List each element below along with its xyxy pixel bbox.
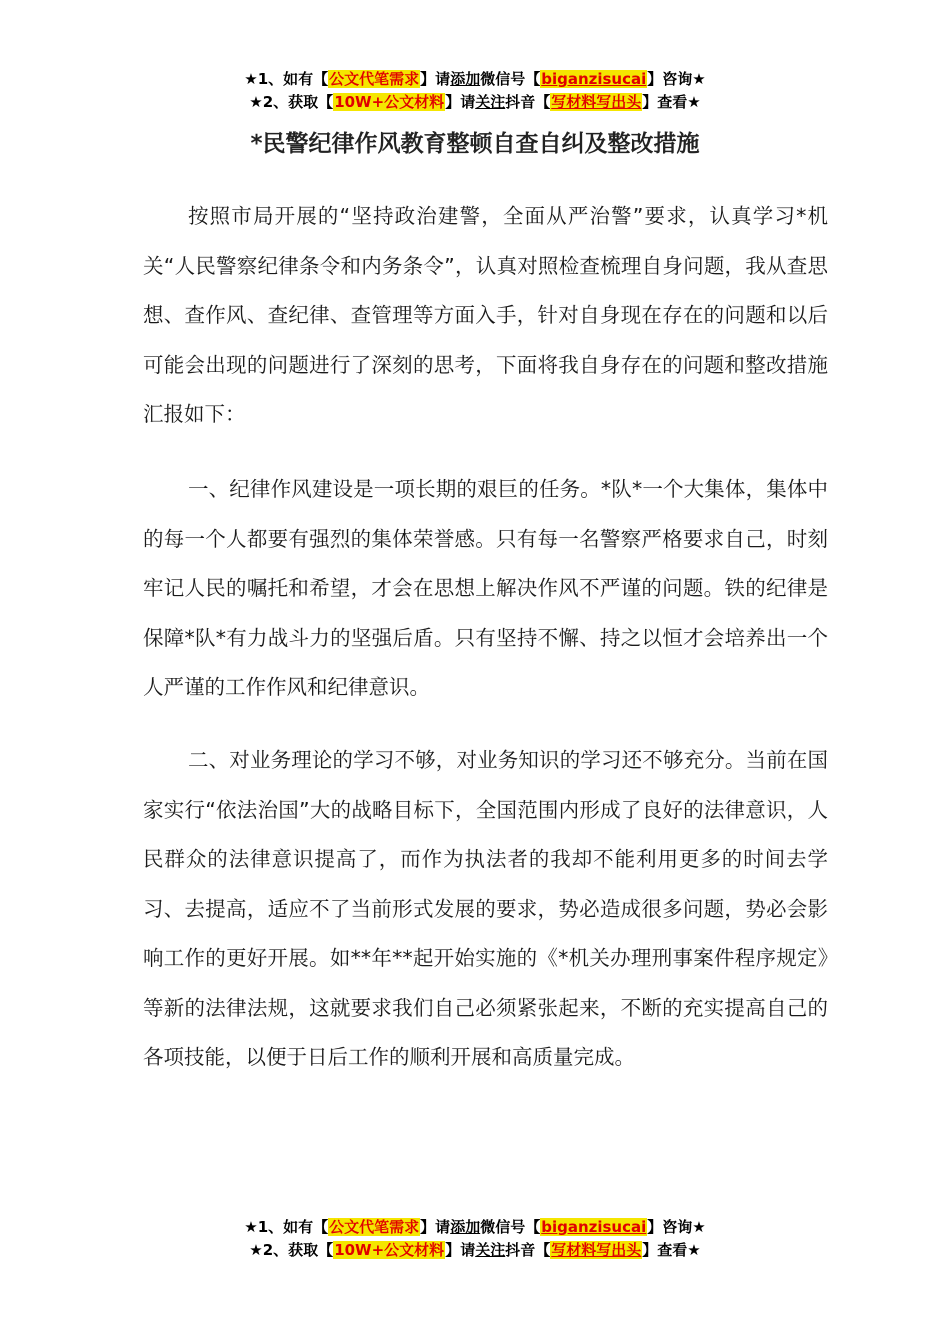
banner-line-1: ★1、如有【公文代笔需求】请添加微信号【biganzisucai】咨询★ [244,1218,706,1236]
banner-wechat-id: biganzisucai [541,1218,647,1236]
banner-highlight-materials: 10W+公文材料 [334,1241,445,1259]
banner-wechat-id: biganzisucai [541,70,647,88]
footer-banner [0,1216,950,1262]
banner-douyin-id: 写材料写出头 [551,1241,642,1259]
banner-highlight-service: 公文代笔需求 [329,70,420,88]
header-banner [0,68,950,114]
paragraph-intro [143,192,828,440]
document-title: *民警纪律作风教育整顿自查自纠及整改措施 [250,131,700,157]
banner-highlight-materials: 10W+公文材料 [334,93,445,111]
banner-line-2: ★2、获取【10W+公文材料】请关注抖音【写材料写出头】查看★ [249,1241,701,1259]
banner-highlight-service: 公文代笔需求 [329,1218,420,1236]
paragraph-text: 一、纪律作风建设是一项长期的艰巨的任务。*队*一个大集体，集体中的每一个人都要有强烈的集体荣誉感。只有每一名警察严格要求自己，时刻牢记人民的嘱托和希望，才会在思想上解决作风不严谨的问题。铁的纪律是保障*队*有力战斗力的坚强后盾。只有坚持不懈、持之以恒才会培养出一个人严谨的工作作风和纪律意识。 [143,477,828,699]
banner-douyin-id: 写材料写出头 [551,93,642,111]
paragraph-text: 按照市局开展的“坚持政治建警，全面从严治警”要求，认真学习*机关“人民警察纪律条令和内务条令”，认真对照检查梳理自身问题，我从查思想、查作风、查纪律、查管理等方面入手，针对自身现在存在的问题和以后可能会出现的问题进行了深刻的思考，下面将我自身存在的问题和整改措施汇报如下： [143,204,828,426]
paragraph-section-2 [143,736,828,1083]
banner-line-1: ★1、如有【公文代笔需求】请添加微信号【biganzisucai】咨询★ [244,70,706,88]
paragraph-section-1 [143,465,828,713]
paragraph-text: 二、对业务理论的学习不够，对业务知识的学习还不够充分。当前在国家实行“依法治国”大的战略目标下，全国范围内形成了良好的法律意识，人民群众的法律意识提高了，而作为执法者的我却不能利用更多的时间去学习、去提高，适应不了当前形式发展的要求，势必造成很多问题，势必会影响工作的更好开展。如**年**起开始实施的《*机关办理刑事案件程序规定》等新的法律法规，这就要求我们自己必须紧张起来，不断的充实提高自己的各项技能，以便于日后工作的顺利开展和高质量完成。 [143,748,828,1069]
banner-line-2: ★2、获取【10W+公文材料】请关注抖音【写材料写出头】查看★ [249,93,701,111]
